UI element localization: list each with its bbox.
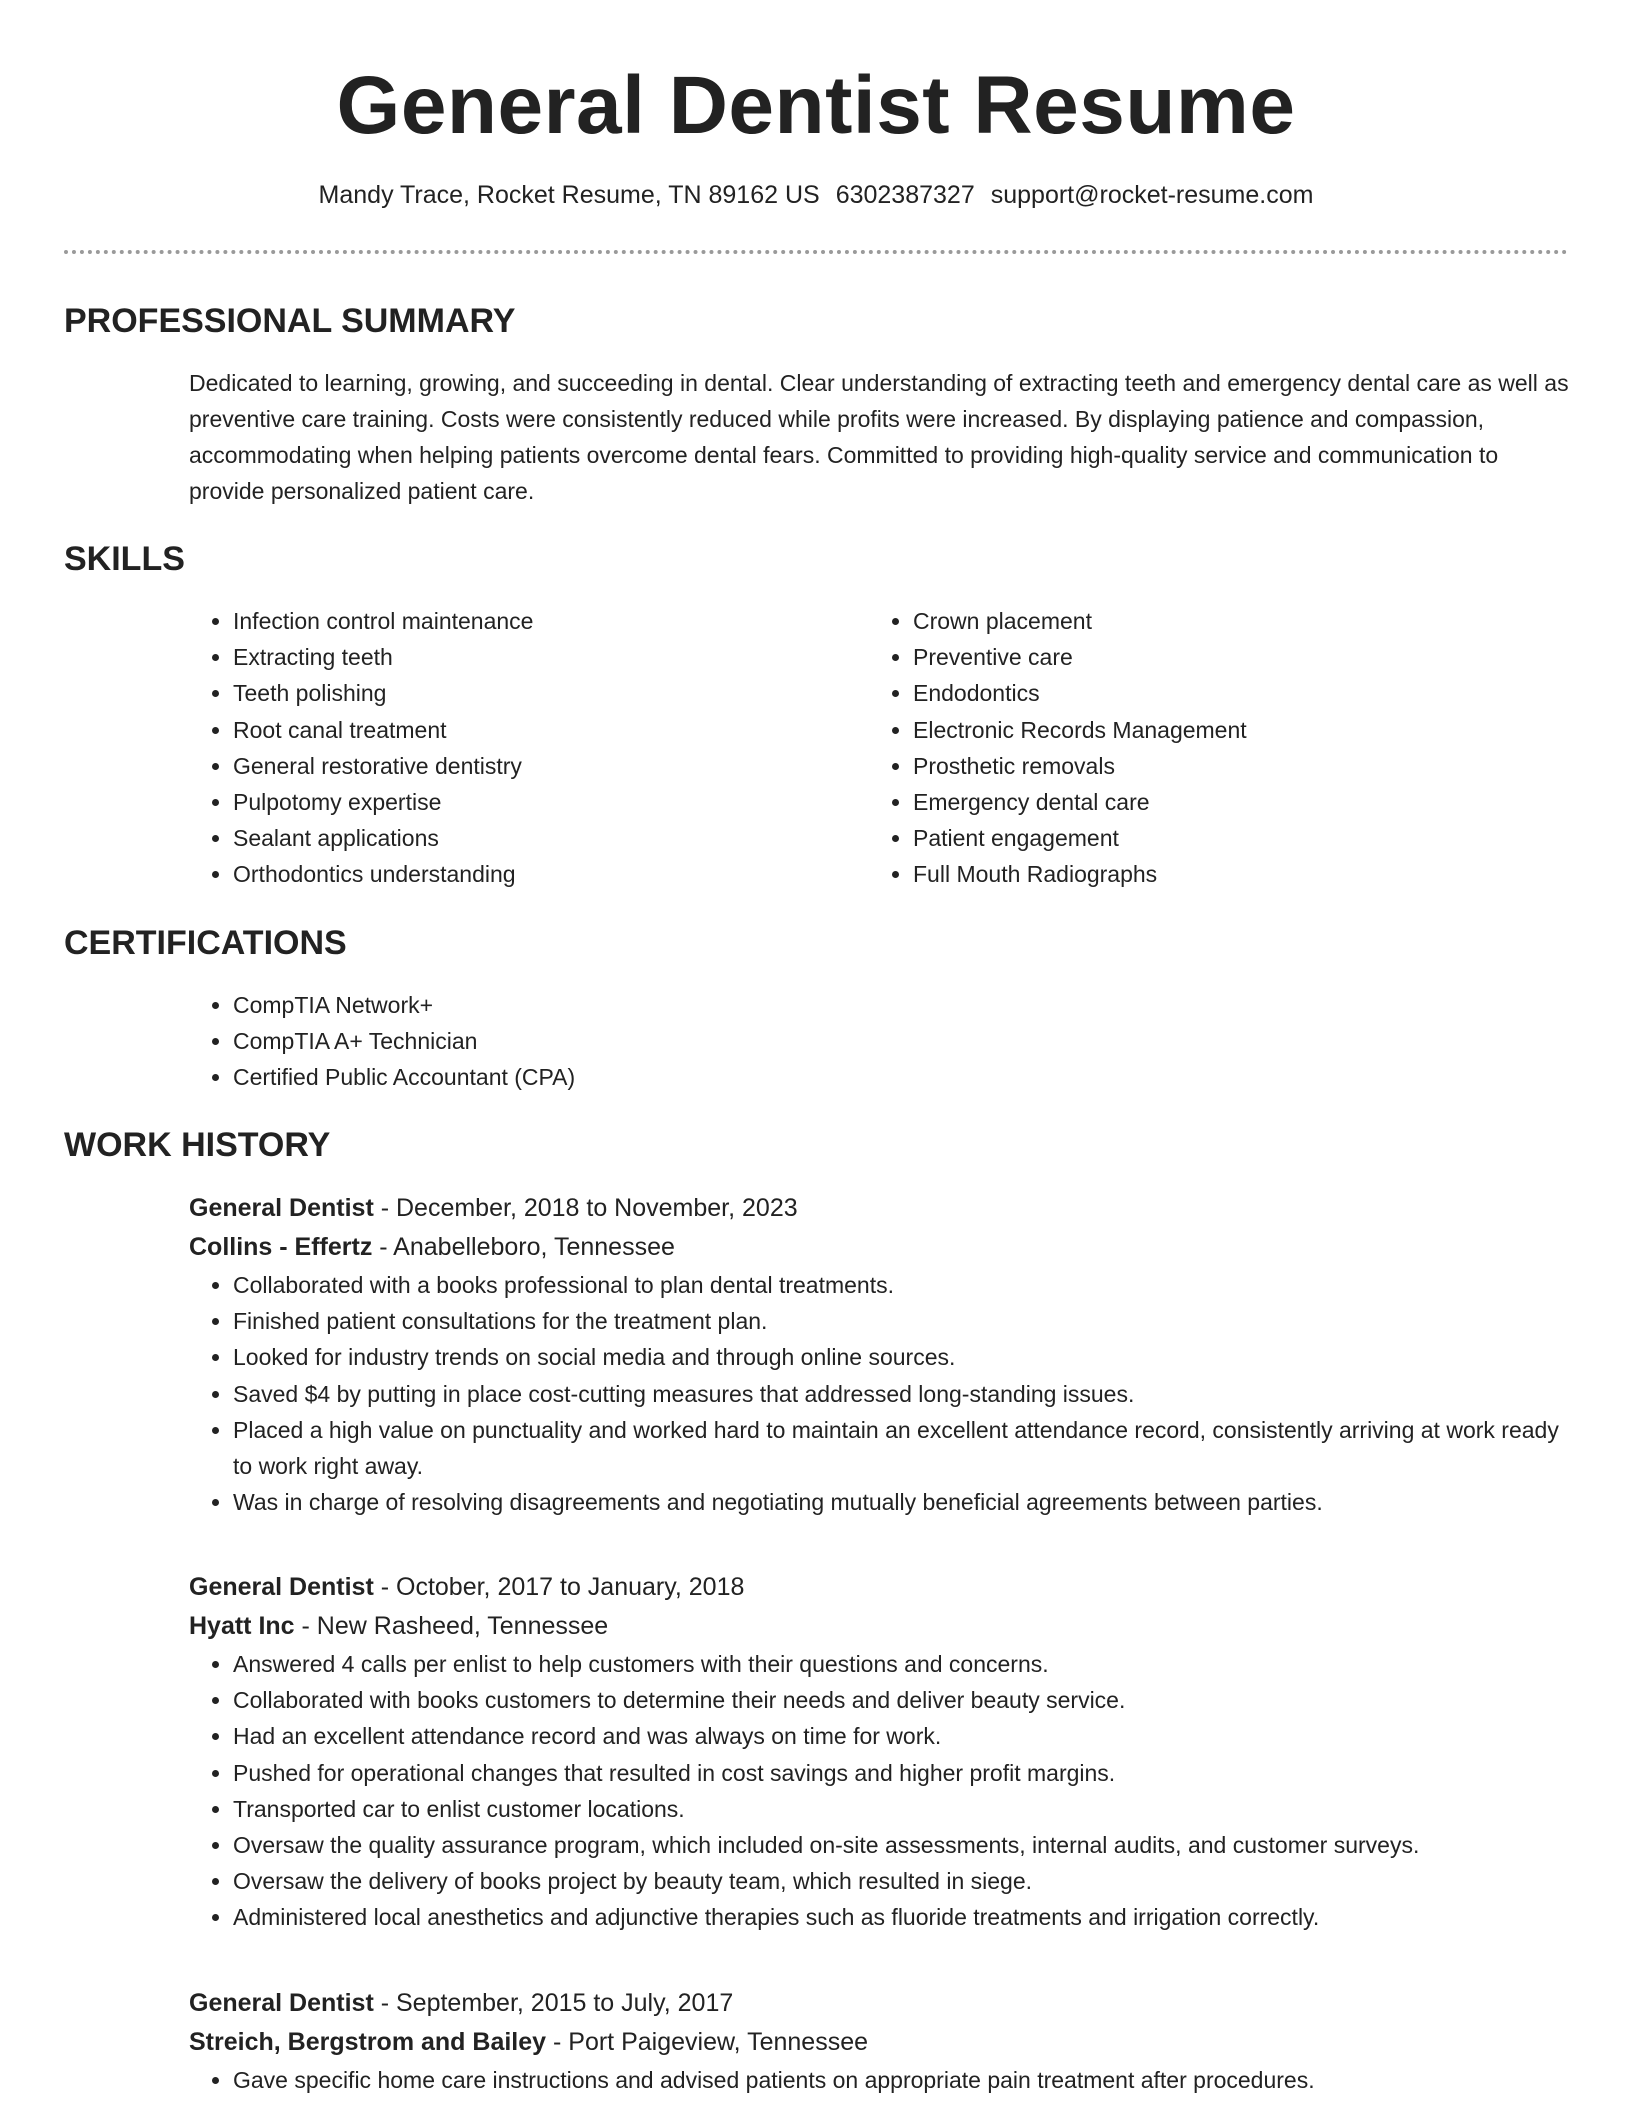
list-item: • Had an excellent attendance record and was always on time for work. bbox=[233, 1718, 1569, 1754]
list-item: • Saved $4 by putting in place cost-cutting measures that addressed long-standing issues. bbox=[233, 1376, 1569, 1412]
job-dates: - September, 2015 to July, 2017 bbox=[373, 1989, 734, 2017]
job-location: - Anabelleboro, Tennessee bbox=[372, 1233, 675, 1261]
list-item: • Extracting teeth bbox=[233, 639, 829, 675]
job-company-line bbox=[189, 1228, 1569, 1267]
job-title: General Dentist bbox=[189, 1573, 374, 1601]
contact-address: Mandy Trace, Rocket Resume, TN 89162 US bbox=[318, 181, 820, 209]
job-title: General Dentist bbox=[189, 1194, 374, 1222]
list-item: • Certified Public Accountant (CPA) bbox=[233, 1059, 1569, 1095]
job-title: General Dentist bbox=[189, 1989, 374, 2017]
job-company-line bbox=[189, 1607, 1569, 1646]
list-item: • CompTIA A+ Technician bbox=[233, 1023, 1569, 1059]
list-item: • General restorative dentistry bbox=[233, 748, 829, 784]
list-item: • Endodontics bbox=[913, 675, 1509, 711]
job-company: Collins - Effertz bbox=[189, 1233, 373, 1261]
skills-column-right bbox=[869, 603, 1509, 893]
list-item: • Oversaw the quality assurance program, which included on-site assessments, internal audits, and customer surveys. bbox=[233, 1827, 1569, 1863]
job-bullets bbox=[189, 1267, 1569, 1520]
list-item: • Pulpotomy expertise bbox=[233, 784, 829, 820]
skills-list-right bbox=[869, 603, 1509, 893]
job-location: - New Rasheed, Tennessee bbox=[294, 1612, 609, 1640]
list-item: • Root canal treatment bbox=[233, 712, 829, 748]
contact-phone: 6302387327 bbox=[835, 181, 975, 209]
job-title-line bbox=[189, 1984, 1569, 2023]
job-title-line bbox=[189, 1189, 1569, 1228]
list-item: • Collaborated with a books professional to plan dental treatments. bbox=[233, 1267, 1569, 1303]
skills-list-left bbox=[189, 603, 829, 893]
list-item: • Pushed for operational changes that resulted in cost savings and higher profit margins. bbox=[233, 1755, 1569, 1791]
job-dates: - October, 2017 to January, 2018 bbox=[373, 1573, 745, 1601]
job-company-line bbox=[189, 2023, 1569, 2062]
list-item: • Administered local anesthetics and adjunctive therapies such as fluoride treatments and irrigation correctly. bbox=[233, 1899, 1569, 1935]
job-bullets bbox=[189, 2062, 1569, 2098]
list-item: • Gave specific home care instructions and advised patients on appropriate pain treatment after procedures. bbox=[233, 2062, 1569, 2098]
list-item: • Oversaw the delivery of books project by beauty team, which resulted in siege. bbox=[233, 1863, 1569, 1899]
summary-text: Dedicated to learning, growing, and succeeding in dental. Clear understanding of extracting teeth and emergency dental care as well as preventive care training. Costs were consistently reduced while profits were increased. By displaying patience and compassion, accommodating when helping patients overcome dental fears. Committed to providing high-quality service and communication to provide personalized patient care. bbox=[189, 370, 1569, 504]
job-location: - Port Paigeview, Tennessee bbox=[546, 2028, 869, 2056]
list-item: • Sealant applications bbox=[233, 820, 829, 856]
list-item: • Answered 4 calls per enlist to help customers with their questions and concerns. bbox=[233, 1646, 1569, 1682]
list-item: • Crown placement bbox=[913, 603, 1509, 639]
list-item: • Placed a high value on punctuality and worked hard to maintain an excellent attendance record, consistently arriving at work ready to work right away. bbox=[233, 1412, 1569, 1484]
list-item: • Full Mouth Radiographs bbox=[913, 856, 1509, 892]
job-company: Streich, Bergstrom and Bailey bbox=[189, 2028, 547, 2056]
list-item: • Teeth polishing bbox=[233, 675, 829, 711]
resume-title: General Dentist Resume bbox=[336, 60, 1296, 151]
list-item: • CompTIA Network+ bbox=[233, 987, 1569, 1023]
list-item: • Orthodontics understanding bbox=[233, 856, 829, 892]
contact-line bbox=[0, 179, 1632, 211]
list-item: • Preventive care bbox=[913, 639, 1509, 675]
job-title-line bbox=[189, 1568, 1569, 1607]
list-item: • Finished patient consultations for the treatment plan. bbox=[233, 1303, 1569, 1339]
list-item: • Emergency dental care bbox=[913, 784, 1509, 820]
job-bullets bbox=[189, 1646, 1569, 1936]
contact-email: support@rocket-resume.com bbox=[990, 181, 1314, 209]
list-item: • Prosthetic removals bbox=[913, 748, 1509, 784]
list-item: • Electronic Records Management bbox=[913, 712, 1509, 748]
certifications-list bbox=[189, 987, 1569, 1096]
list-item: • Transported car to enlist customer locations. bbox=[233, 1791, 1569, 1827]
job-dates: - December, 2018 to November, 2023 bbox=[373, 1194, 798, 1222]
list-item: • Infection control maintenance bbox=[233, 603, 829, 639]
job-company: Hyatt Inc bbox=[189, 1612, 295, 1640]
skills-heading: SKILLS bbox=[64, 540, 185, 578]
certifications-block bbox=[189, 987, 1569, 1096]
summary-heading: PROFESSIONAL SUMMARY bbox=[64, 302, 516, 340]
list-item: • Was in charge of resolving disagreements and negotiating mutually beneficial agreements between parties. bbox=[233, 1484, 1569, 1520]
job-entry bbox=[189, 1568, 1569, 1936]
job-entry bbox=[189, 1984, 1569, 2098]
job-entry bbox=[189, 1189, 1569, 1520]
certifications-heading: CERTIFICATIONS bbox=[64, 924, 347, 962]
list-item: • Looked for industry trends on social media and through online sources. bbox=[233, 1339, 1569, 1375]
list-item: • Collaborated with books customers to determine their needs and deliver beauty service. bbox=[233, 1682, 1569, 1718]
skills-column-left bbox=[189, 603, 829, 893]
list-item: • Patient engagement bbox=[913, 820, 1509, 856]
work-history-heading: WORK HISTORY bbox=[64, 1126, 331, 1164]
header-divider bbox=[64, 250, 1568, 254]
